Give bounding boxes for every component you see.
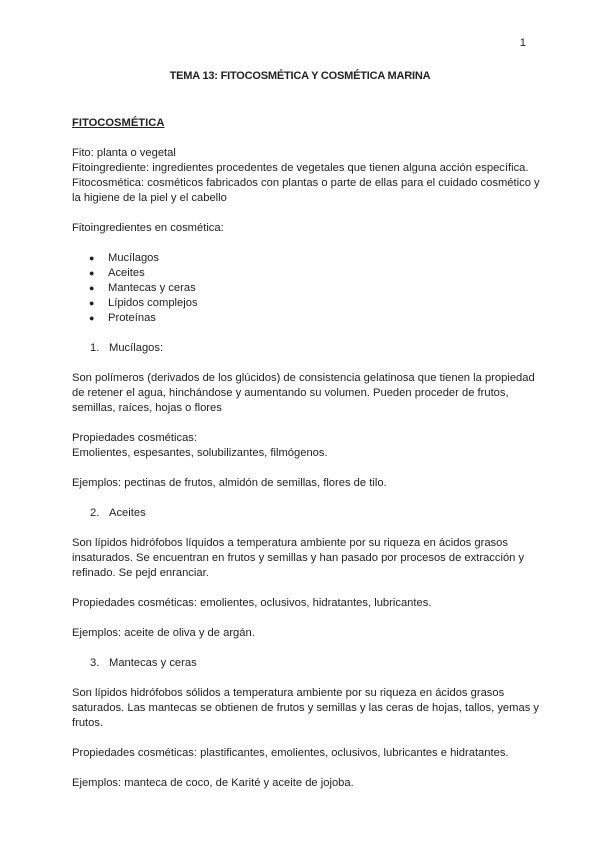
item-properties: Propiedades cosméticas: emolientes, oclusivos, hidratantes, lubricantes. (72, 597, 432, 609)
item-examples: Ejemplos: manteca de coco, de Karité y aceite de jojoba. (72, 777, 354, 789)
list-item: ● Mucílagos (72, 251, 542, 266)
definition-fitocosmetica: Fitocosmética: cosméticos fabricados con plantas o parte de ellas para el cuidado cosmético y la higiene de la piel y el cabello (72, 177, 540, 204)
list-item: ● Mantecas y ceras (72, 281, 542, 296)
item-examples: Ejemplos: aceite de oliva y de argán. (72, 627, 255, 639)
item-heading-aceites: 2. Aceites (90, 507, 146, 519)
item-description: Son polímeros (derivados de los glúcidos) de consistencia gelatinosa que tienen la propiedad de retener el agua, hinchándose y aumentando su volumen. Pueden proceder de frutos, semillas, raíces, hojas o flores (72, 372, 535, 414)
definition-fitoingrediente: Fitoingrediente: ingredientes procedentes de vegetales que tienen alguna acción específica. (72, 162, 529, 174)
item-properties: Propiedades cosméticas: plastificantes, emolientes, oclusivos, lubricantes e hidratantes. (72, 747, 509, 759)
section-heading: FITOCOSMÉTICA (72, 117, 165, 129)
item-examples: Ejemplos: pectinas de frutos, almidón de semillas, flores de tilo. (72, 477, 387, 489)
list-item: ● Proteínas (72, 311, 542, 326)
document-title: TEMA 13: FITOCOSMÉTICA Y COSMÉTICA MARINA (169, 70, 431, 82)
page-number: 1 (519, 37, 526, 49)
fitoingredientes-list (72, 251, 542, 326)
document-body (72, 116, 542, 791)
definition-fito: Fito: planta o vegetal (72, 147, 176, 159)
item-heading-mucilagos: 1. Mucílagos: (90, 342, 164, 354)
item-heading-mantecas: 3. Mantecas y ceras (90, 657, 197, 669)
item-properties: Emolientes, espesantes, solubilizantes, filmógenos. (72, 447, 328, 459)
list-item: ● Aceites (72, 266, 542, 281)
definitions-block (72, 146, 542, 206)
item-properties-label: Propiedades cosméticas: (72, 432, 197, 444)
item-description: Son lípidos hidrófobos sólidos a temperatura ambiente por su riqueza en ácidos grasos saturados. Las mantecas se obtienen de frutos y semillas y las ceras de hojas, tallos, yemas y frutos. (72, 687, 539, 729)
item-description: Son lípidos hidrófobos líquidos a temperatura ambiente por su riqueza en ácidos grasos insaturados. Se encuentran en frutos y semillas y han pasado por procesos de extracción y refinado. Se pejd enranciar. (72, 537, 525, 579)
fitoingredientes-intro: Fitoingredientes en cosmética: (72, 222, 224, 234)
list-item: ● Lípidos complejos (72, 296, 542, 311)
